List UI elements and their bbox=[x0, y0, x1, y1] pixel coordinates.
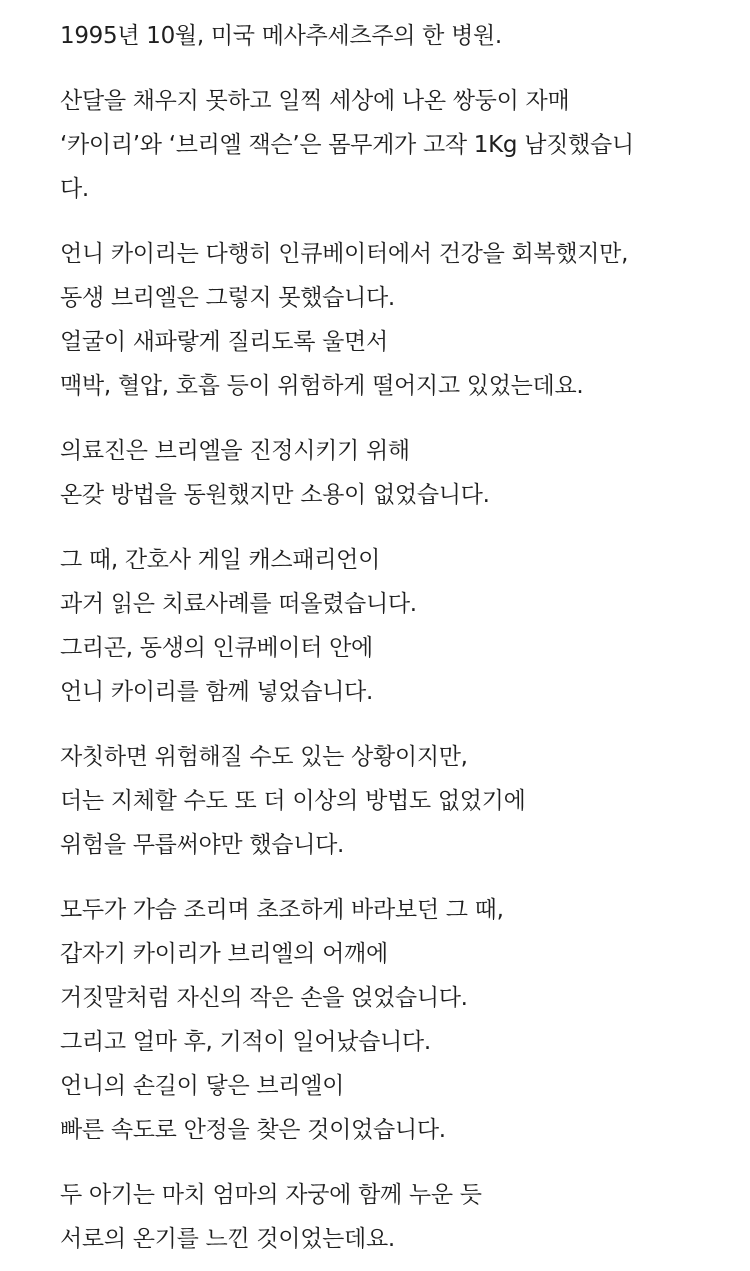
paragraph-8 bbox=[60, 1173, 740, 1261]
text-line: 의료진은 브리엘을 진정시키기 위해 bbox=[60, 438, 410, 464]
text-line: 1995년 10월, 미국 메사추세츠주의 한 병원. bbox=[60, 23, 502, 49]
paragraph-2 bbox=[60, 79, 740, 211]
text-line: 얼굴이 새파랗게 질리도록 울면서 bbox=[60, 329, 388, 355]
text-line: 과거 읽은 치료사례를 떠올렸습니다. bbox=[60, 591, 417, 617]
paragraph-1 bbox=[60, 14, 740, 58]
paragraph-6 bbox=[60, 735, 740, 867]
paragraph-5 bbox=[60, 538, 740, 714]
text-line: 그리고 얼마 후, 기적이 일어났습니다. bbox=[60, 1029, 431, 1055]
paragraph-4 bbox=[60, 429, 740, 517]
text-line: 모두가 가슴 조리며 초조하게 바라보던 그 때, bbox=[60, 897, 504, 923]
text-line: 빠른 속도로 안정을 찾은 것이었습니다. bbox=[60, 1117, 446, 1143]
text-line: 언니의 손길이 닿은 브리엘이 bbox=[60, 1073, 345, 1099]
text-line: 언니 카이리를 함께 넣었습니다. bbox=[60, 679, 373, 705]
text-line: 위험을 무릅써야만 했습니다. bbox=[60, 832, 345, 858]
text-line: ‘카이리’와 ‘브리엘 잭슨’은 몸무게가 고작 1Kg 남짓했습니 bbox=[60, 132, 634, 158]
text-line: 자칫하면 위험해질 수도 있는 상황이지만, bbox=[60, 744, 468, 770]
text-line: 동생 브리엘은 그렇지 못했습니다. bbox=[60, 285, 395, 311]
text-line: 갑자기 카이리가 브리엘의 어깨에 bbox=[60, 941, 388, 967]
text-line: 두 아기는 마치 엄마의 자궁에 함께 누운 듯 bbox=[60, 1182, 482, 1208]
text-line: 산달을 채우지 못하고 일찍 세상에 나온 쌍둥이 자매 bbox=[60, 88, 570, 114]
paragraph-7 bbox=[60, 888, 740, 1152]
text-line: 맥박, 혈압, 호흡 등이 위험하게 떨어지고 있었는데요. bbox=[60, 373, 584, 399]
text-line: 더는 지체할 수도 또 더 이상의 방법도 없었기에 bbox=[60, 788, 526, 814]
paragraph-3 bbox=[60, 232, 740, 408]
text-line: 다. bbox=[60, 176, 89, 202]
text-line: 언니 카이리는 다행히 인큐베이터에서 건강을 회복했지만, bbox=[60, 241, 629, 267]
article-body bbox=[60, 14, 740, 1261]
text-line: 서로의 온기를 느낀 것이었는데요. bbox=[60, 1226, 395, 1252]
text-line: 거짓말처럼 자신의 작은 손을 얹었습니다. bbox=[60, 985, 468, 1011]
text-line: 그리곤, 동생의 인큐베이터 안에 bbox=[60, 635, 373, 661]
text-line: 그 때, 간호사 게일 캐스패리언이 bbox=[60, 547, 380, 573]
text-line: 온갖 방법을 동원했지만 소용이 없었습니다. bbox=[60, 482, 490, 508]
